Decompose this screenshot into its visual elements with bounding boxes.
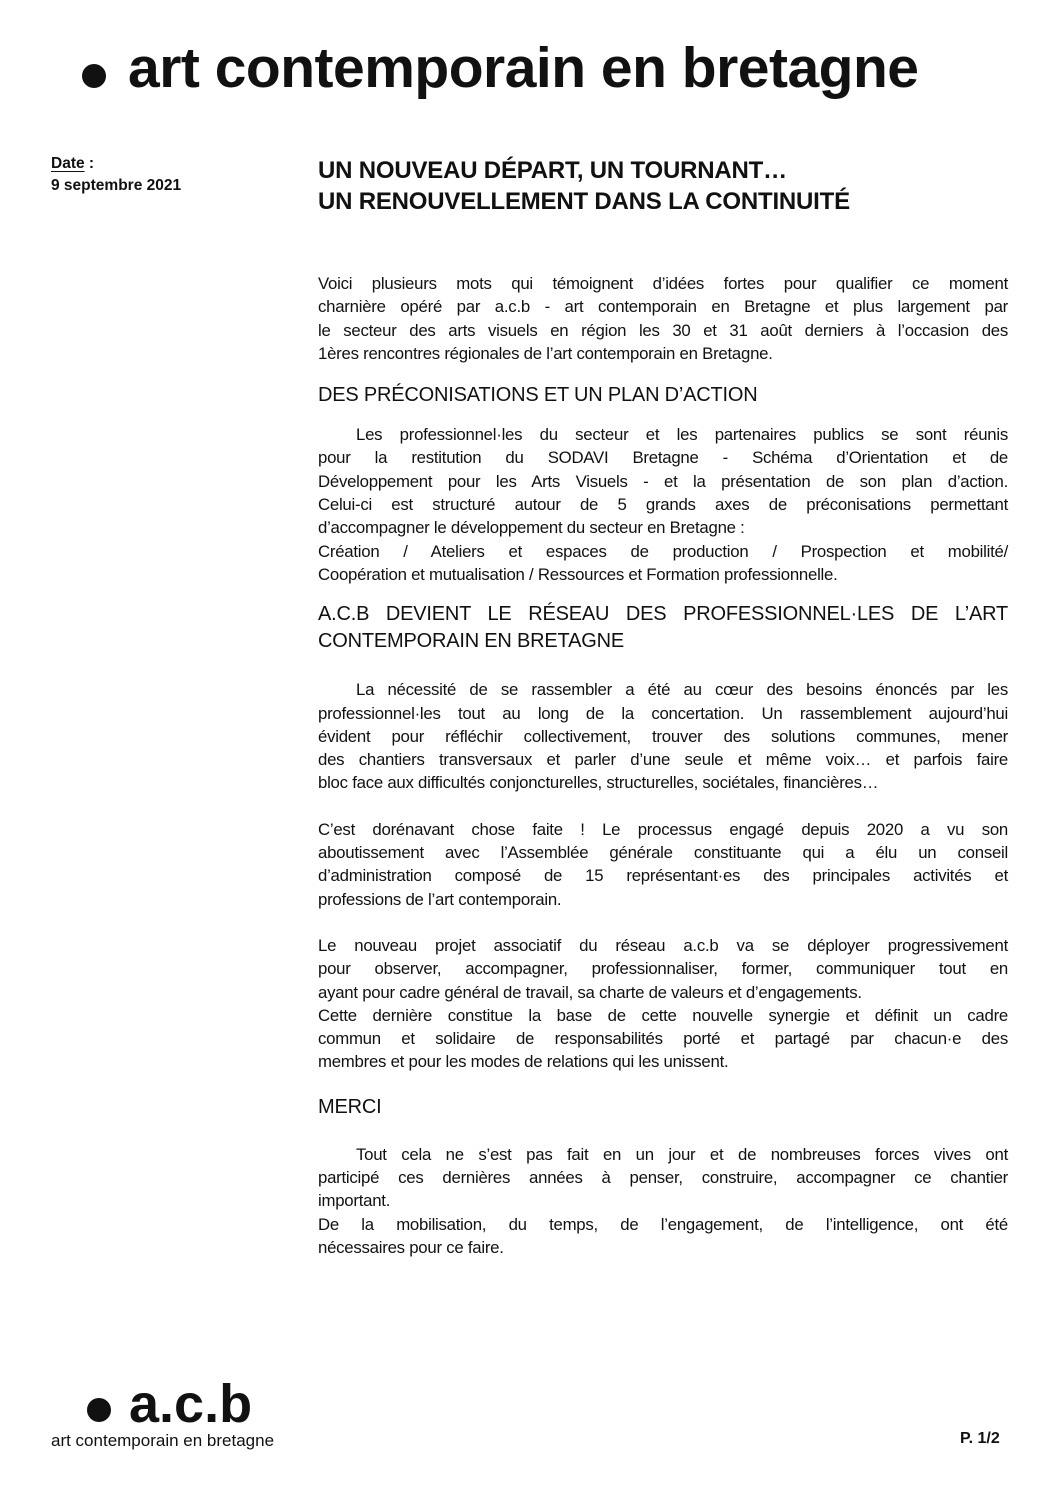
text-line: professions de l’art contemporain.: [318, 889, 562, 909]
text-line: important.: [318, 1191, 391, 1211]
main-content: [318, 155, 1008, 1259]
text-line: professionnel·les tout au long de la concertation. Un rassemblement aujourd’hui: [318, 703, 1008, 723]
section-paragraph: [318, 678, 1008, 794]
text-line: Voici plusieurs mots qui témoignent d’idées fortes pour qualifier ce moment: [318, 274, 1008, 293]
text-line: Développement pour les Arts Visuels - et la présentation de son plan d’action.: [318, 471, 1008, 491]
heading-line: CONTEMPORAIN EN BRETAGNE: [318, 630, 624, 653]
section-heading-preconisations: [318, 382, 1008, 409]
title-line: UN NOUVEAU DÉPART, UN TOURNANT…: [318, 157, 787, 184]
header-title: art contemporain en bretagne: [128, 36, 919, 100]
text-line: Cette dernière constitue la base de cette nouvelle synergie et définit un cadre: [318, 1005, 1008, 1025]
bullet-dot-icon: [87, 1398, 111, 1422]
date-separator: :: [84, 155, 95, 172]
text-line: Celui-ci est structuré autour de 5 grands axes de préconisations permettant: [318, 495, 1008, 515]
section-paragraph: [318, 818, 1008, 911]
text-line: participé ces dernières années à penser, construire, accompagner ce chantier: [318, 1168, 1008, 1188]
text-line: aboutissement avec l’Assemblée générale constituante qui a élu un conseil: [318, 843, 1008, 863]
intro-paragraph: [318, 272, 1008, 365]
text-line: membres et pour les modes de relations qui les unissent.: [318, 1052, 729, 1072]
text-line: La nécessité de se rassembler a été au cœur des besoins énoncés par les: [356, 680, 1008, 700]
section-heading-merci: [318, 1094, 1008, 1121]
section-heading-reseau: [318, 601, 1008, 655]
text-line: Tout cela ne s’est pas fait en un jour et de nombreuses forces vives ont: [356, 1144, 1008, 1164]
text-line: commun et solidaire de responsabilités porté et partagé par chacun·e des: [318, 1029, 1008, 1049]
title-line: UN RENOUVELLEMENT DANS LA CONTINUITÉ: [318, 188, 850, 215]
footer-tagline: art contemporain en bretagne: [51, 1431, 275, 1450]
bullet-dot-icon: [82, 64, 106, 88]
text-line: des chantiers transversaux et parler d’une seule et même voix… et parfois faire: [318, 750, 1008, 770]
document-title: [318, 155, 1008, 217]
text-line: évident pour réfléchir collectivement, trouver des solutions communes, mener: [318, 726, 1008, 746]
text-line: bloc face aux difficultés conjoncturelles, structurelles, sociétales, financières…: [318, 773, 879, 793]
page-number: P. 1/2: [960, 1430, 1000, 1447]
text-line: d’administration composé de 15 représentant·es des principales activités et: [318, 866, 1008, 886]
text-line: d’accompagner le développement du secteur en Bretagne :: [318, 518, 745, 538]
text-line: C’est dorénavant chose faite ! Le processus engagé depuis 2020 a vu son: [318, 819, 1008, 839]
section-paragraph: [318, 934, 1008, 1074]
header-logo: [82, 28, 919, 108]
text-line: Coopération et mutualisation / Ressources et Formation professionnelle.: [318, 564, 838, 584]
text-line: nécessaires pour ce faire.: [318, 1237, 504, 1257]
footer-logo: [51, 1376, 274, 1452]
text-line: le secteur des arts visuels en région les 30 et 31 août derniers à l’occasion des: [318, 320, 1008, 340]
footer-logo-text: a.c.b: [129, 1374, 253, 1434]
text-line: 1ères rencontres régionales de l’art contemporain en Bretagne.: [318, 343, 773, 363]
date-label: Date: [51, 155, 85, 172]
date-value: 9 septembre 2021: [51, 177, 182, 194]
section-paragraph: [318, 1143, 1008, 1259]
text-line: pour la restitution du SODAVI Bretagne - Schéma d’Orientation et de: [318, 448, 1008, 468]
date-block: [51, 153, 181, 197]
heading-line: DES PRÉCONISATIONS ET UN PLAN D’ACTION: [318, 384, 758, 407]
text-line: pour observer, accompagner, professionnaliser, former, communiquer tout en: [318, 959, 1008, 979]
heading-line: A.C.B DEVIENT LE RÉSEAU DES PROFESSIONNEL·LES DE L’ART: [318, 603, 1008, 626]
heading-line: MERCI: [318, 1095, 382, 1118]
text-line: ayant pour cadre général de travail, sa charte de valeurs et d’engagements.: [318, 982, 862, 1002]
text-line: Les professionnel·les du secteur et les partenaires publics se sont réunis: [356, 425, 1008, 445]
text-line: Le nouveau projet associatif du réseau a.c.b va se déployer progressivement: [318, 935, 1008, 955]
section-paragraph: [318, 423, 1008, 586]
footer-logo-mark: [87, 1376, 274, 1432]
text-line: De la mobilisation, du temps, de l’engagement, de l’intelligence, ont été: [318, 1214, 1008, 1234]
text-line: charnière opéré par a.c.b - art contemporain en Bretagne et plus largement par: [318, 297, 1008, 317]
text-line: Création / Ateliers et espaces de production / Prospection et mobilité/: [318, 541, 1008, 561]
